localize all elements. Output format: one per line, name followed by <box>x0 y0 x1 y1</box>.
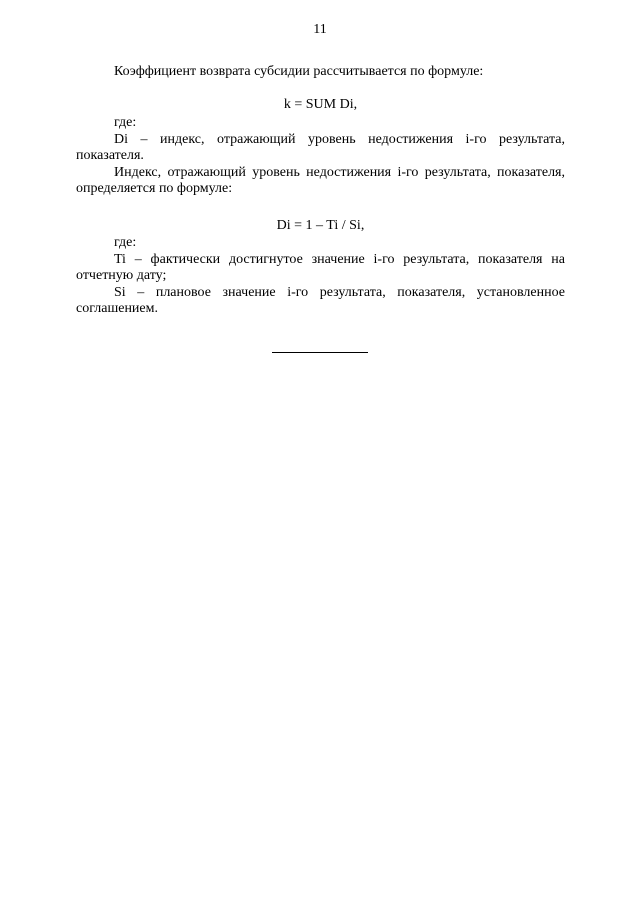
si-definition: Si – плановое значение i-го результата, показателя, установленное соглашением. <box>76 284 565 316</box>
definitions-block-1 <box>76 115 565 198</box>
formula-block-k <box>76 97 565 114</box>
where-label-2: где: <box>114 235 137 250</box>
page-number: 11 <box>313 22 327 37</box>
end-divider-line <box>272 352 368 353</box>
di-definition: Di – индекс, отражающий уровень недостижения i-го результата, показателя. <box>76 131 565 163</box>
formula-block-di <box>76 218 565 235</box>
definitions-block-2 <box>76 235 565 318</box>
where-label-1: где: <box>114 115 137 130</box>
index-definition: Индекс, отражающий уровень недостижения i-го результата, показателя, определяется по формуле: <box>76 164 565 196</box>
ti-definition: Ti – фактически достигнутое значение i-го результата, показателя на отчетную дату; <box>76 251 565 283</box>
formula-k: k = SUM Di, <box>283 97 358 112</box>
intro-paragraph: Коэффициент возврата субсидии рассчитывается по формуле: <box>114 64 484 79</box>
document-body <box>76 64 565 81</box>
formula-di: Di = 1 – Ti / Si, <box>276 218 365 233</box>
